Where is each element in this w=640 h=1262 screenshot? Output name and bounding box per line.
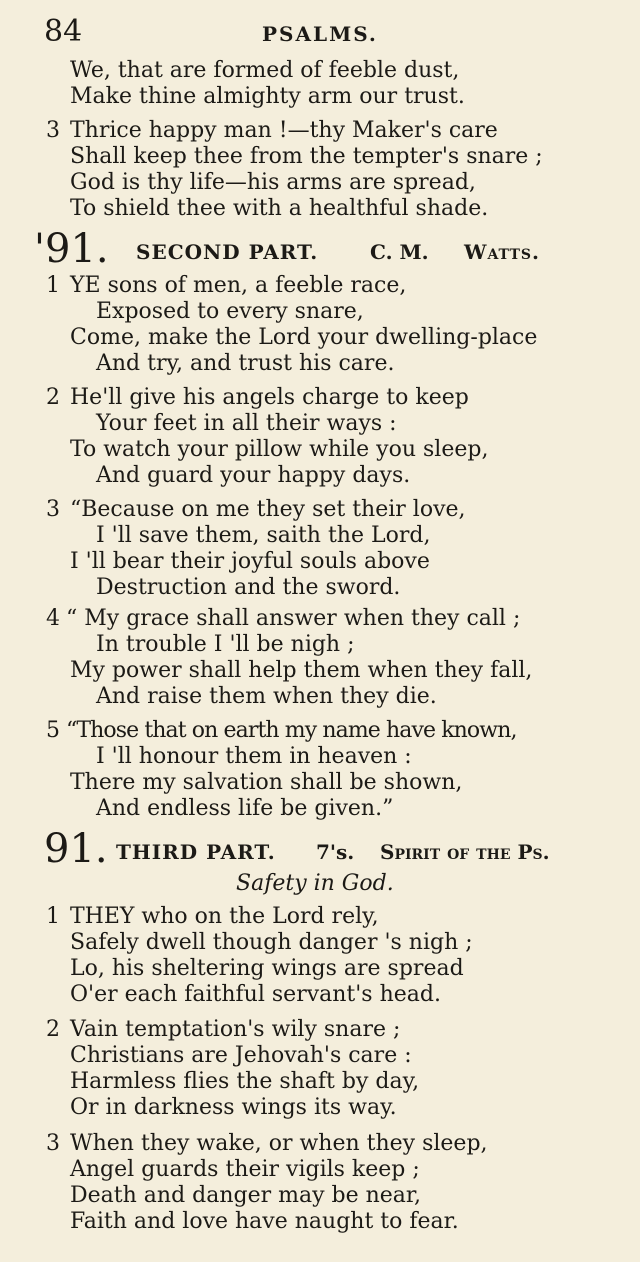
page-number: 84 xyxy=(44,14,83,49)
verse-line: THEY who on the Lord rely, xyxy=(70,904,379,929)
hymn-number: 91. xyxy=(44,826,108,872)
verse-number: 1 xyxy=(46,904,60,929)
verse-line: “Because on me they set their love, xyxy=(70,497,466,522)
verse-line: To shield thee with a healthful shade. xyxy=(70,196,489,221)
verse-line: My power shall help them when they fall, xyxy=(70,658,533,683)
verse-line: Thrice happy man !—thy Maker's care xyxy=(70,118,498,143)
hymn-meter: 7's. xyxy=(316,840,355,864)
verse-line: And raise them when they die. xyxy=(96,684,437,709)
hymn-author: Spirit of the Ps. xyxy=(380,840,550,864)
verse-number: 2 xyxy=(46,1017,60,1042)
hymn-part: SECOND PART. xyxy=(136,240,319,264)
verse-line: We, that are formed of feeble dust, xyxy=(70,58,460,83)
page-header xyxy=(44,14,610,50)
verse-number: 3 xyxy=(46,497,60,522)
verse-number: 3 xyxy=(46,118,60,143)
verse-line: When they wake, or when they sleep, xyxy=(70,1131,488,1156)
verse-line: Lo, his sheltering wings are spread xyxy=(70,956,464,981)
verse-line: O'er each faithful servant's head. xyxy=(70,982,441,1007)
verse-line: There my salvation shall be shown, xyxy=(70,770,463,795)
verse-line: Christians are Jehovah's care : xyxy=(70,1043,412,1068)
verse-line: In trouble I 'll be nigh ; xyxy=(96,632,355,657)
verse-line: I 'll honour them in heaven : xyxy=(96,744,412,769)
verse-number: 4 xyxy=(46,606,60,631)
hymn-heading xyxy=(34,226,614,272)
verse-line: Death and danger may be near, xyxy=(70,1183,422,1208)
verse-line: Make thine almighty arm our trust. xyxy=(70,84,465,109)
verse-line: Vain temptation's wily snare ; xyxy=(70,1017,401,1042)
verse-line: “ My grace shall answer when they call ; xyxy=(66,606,521,631)
verse-line: God is thy life—his arms are spread, xyxy=(70,170,476,195)
verse-line: Destruction and the sword. xyxy=(96,575,401,600)
verse-line: And guard your happy days. xyxy=(96,463,411,488)
hymn-author: Watts. xyxy=(464,240,540,264)
verse-number: 2 xyxy=(46,385,60,410)
verse-line: And try, and trust his care. xyxy=(96,351,395,376)
verse-line: Angel guards their vigils keep ; xyxy=(70,1157,420,1182)
running-head: PSALMS. xyxy=(262,22,378,46)
hymn-meter: C. M. xyxy=(370,240,429,264)
hymn-heading xyxy=(44,826,614,872)
verse-line: Your feet in all their ways : xyxy=(96,411,397,436)
verse-line: I 'll bear their joyful souls above xyxy=(70,549,430,574)
hymn-subtitle: Safety in God. xyxy=(236,871,394,896)
verse-line: Safely dwell though danger 's nigh ; xyxy=(70,930,473,955)
verse-line: He'll give his angels charge to keep xyxy=(70,385,469,410)
verse-number: 3 xyxy=(46,1131,60,1156)
verse-line: Exposed to every snare, xyxy=(96,299,364,324)
verse-line: Shall keep thee from the tempter's snare ; xyxy=(70,144,543,169)
hymn-number: '91. xyxy=(34,226,109,272)
verse-number: 5 xyxy=(46,718,60,743)
verse-line: I 'll save them, saith the Lord, xyxy=(96,523,431,548)
verse-line: “Those that on earth my name have known, xyxy=(66,718,517,743)
verse-line: Faith and love have naught to fear. xyxy=(70,1209,459,1234)
verse-line: Harmless flies the shaft by day, xyxy=(70,1069,420,1094)
hymn-part: THIRD PART. xyxy=(116,840,276,864)
verse-line: Come, make the Lord your dwelling-place xyxy=(70,325,538,350)
verse-line: To watch your pillow while you sleep, xyxy=(70,437,489,462)
verse-line: Or in darkness wings its way. xyxy=(70,1095,397,1120)
verse-number: 1 xyxy=(46,273,60,298)
verse-line: And endless life be given.” xyxy=(96,796,394,821)
verse-line: YE sons of men, a feeble race, xyxy=(70,273,407,298)
